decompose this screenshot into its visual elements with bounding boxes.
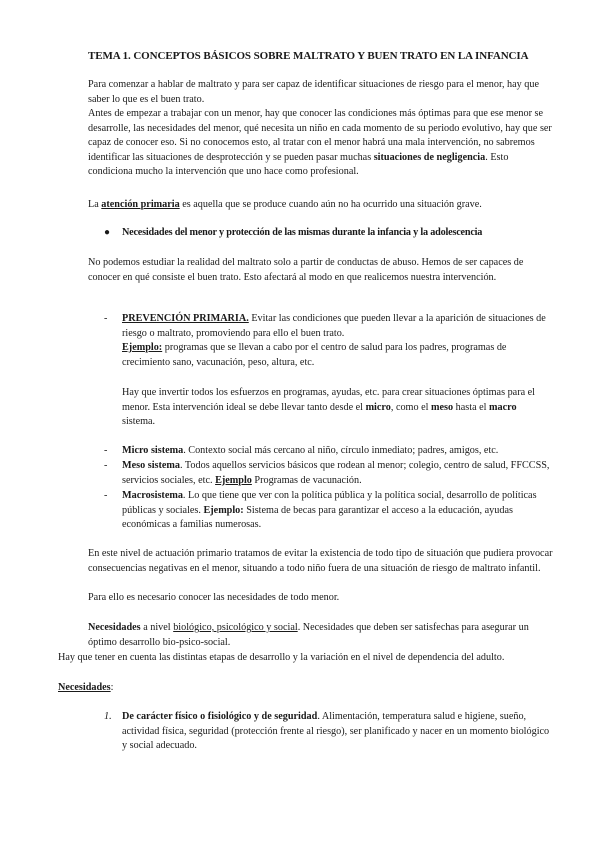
dash-marker: - — [104, 490, 108, 501]
micro-sistema-text: . Contexto social más cercano al niño, círculo inmediato; padres, amigos, etc. — [183, 445, 499, 456]
bullet-icon: ● — [104, 227, 111, 238]
dash-marker: - — [104, 460, 108, 471]
necesidades-label: Necesidades — [58, 682, 111, 693]
invertir-text-d: sistema. — [122, 416, 156, 428]
macro-example-text: Sistema de becas para garantizar el acceso a la educación, ayudas económicas a familias numerosas. — [122, 504, 513, 531]
macrosistema-term: Macrosistema — [122, 490, 183, 501]
intro-paragraph-2 — [88, 107, 554, 180]
meso-sistema-item — [122, 459, 552, 488]
etapas-paragraph: Hay que tener en cuenta las distintas etapas de desarrollo y la variación en el nivel de dependencia del adulto. — [58, 652, 505, 663]
meso-example-text: Programas de vacunación. — [251, 474, 362, 486]
necesidades-term: Necesidades — [88, 622, 141, 633]
atencion-primaria-term: atención primaria — [101, 199, 180, 210]
intro-text-a: Antes de empezar a trabajar con un menor, hay que conocer las condiciones más óptimas para que ese menor se desarrolle, las necesidades del menor, qué necesita un niño en cada momento de su periodo evolutivo, hay que ser capaz de conocer eso. Si no conocemos esto, al tratar con el menor habrá una mala intervención, no sabremos identificar las situaciones de desprotección y se pueden pasar muchas — [88, 108, 552, 163]
necesidad-fisica-item — [122, 710, 554, 754]
atencion-primaria-paragraph — [88, 198, 554, 213]
macro-term: macro — [489, 401, 517, 413]
invertir-text-b: , como el — [390, 401, 432, 413]
macrosistema-item — [122, 489, 552, 533]
prevencion-term: PREVENCIÓN PRIMARIA. — [122, 313, 249, 324]
prevencion-text: Evitar las condiciones que pueden llevar a la aparición de situaciones de riesgo o maltrato, promoviendo para ello el buen trato. — [122, 313, 546, 339]
necesidades-rest: . Necesidades que deben ser satisfechas para asegurar un óptimo desarrollo bio-psico-social. — [88, 622, 529, 648]
macro-example-label: Ejemplo: — [203, 504, 244, 516]
meso-sistema-term: Meso sistema — [122, 460, 180, 471]
meso-example-label: Ejemplo — [215, 474, 252, 486]
dash-marker: - — [104, 445, 108, 456]
necesidades-levels: biológico, psicológico y social — [173, 622, 298, 633]
nivel-paragraph-1: En este nivel de actuación primario tratamos de evitar la existencia de todo tipo de situación que pudiera provocar consecuencias negativas en el menor, situando a todo niño fuera de una situación de riesgo de maltrato infantil. — [88, 548, 553, 574]
dash-marker: - — [104, 313, 108, 324]
micro-term: micro — [365, 401, 391, 413]
micro-sistema-term: Micro sistema — [122, 445, 184, 456]
necesidades-paragraph — [88, 621, 552, 650]
necesidades-colon: : — [110, 682, 114, 693]
invertir-paragraph — [122, 386, 552, 430]
meso-term: meso — [431, 401, 454, 413]
micro-sistema-item — [122, 444, 552, 459]
meso-sistema-text: . Todos aquellos servicios básicos que rodean al menor; colegio, centro de salud, FFCCSS, servicios sociales, etc. — [122, 460, 550, 486]
negligencia-term: situaciones de negligencia — [373, 151, 486, 163]
invertir-text-c: hasta el — [453, 401, 490, 413]
prevencion-primaria-item — [122, 312, 552, 370]
list-number: 1. — [104, 711, 112, 722]
estudiar-paragraph: No podemos estudiar la realidad del maltrato solo a partir de conductas de abuso. Hemos de ser capaces de conocer en qué consiste el buen trato. Esto afectará al modo en que realicemos nuestra intervención. — [88, 257, 524, 283]
section-heading: Necesidades del menor y protección de las mismas durante la infancia y la adolescencia — [122, 227, 483, 238]
intro-text-b: . Esto condiciona mucho la intervención que uno hace como profesional. — [88, 151, 509, 178]
macrosistema-text: . Lo que tiene que ver con la política pública y la política social, desarrollo de políticas públicas y sociales. — [122, 490, 537, 516]
atencion-prefix: La — [88, 199, 102, 210]
necesidades-heading — [58, 681, 258, 696]
necesidad-fisica-text: . Alimentación, temperatura salud e higiene, sueño, actividad física, seguridad (protección frente al riesgo), ser planificado y nacer en un momento biológico y social adecuado. — [122, 711, 550, 752]
example-label: Ejemplo: — [122, 342, 163, 354]
page-title: TEMA 1. CONCEPTOS BÁSICOS SOBRE MALTRATO Y BUEN TRATO EN LA INFANCIA — [88, 50, 529, 62]
example-text: programas que se llevan a cabo por el centro de salud para los padres, programas de crecimiento sano, vacunación, peso, altura, etc. — [122, 342, 507, 368]
necesidad-fisica-term: De carácter físico o fisiológico y de seguridad — [122, 711, 318, 722]
atencion-rest: es aquella que se produce cuando aún no ha ocurrido una situación grave. — [179, 199, 482, 210]
invertir-text-a: Hay que invertir todos los esfuerzos en programas, ayudas, etc. para crear situaciones óptimas para el menor. Esta intervención ideal se debe llevar tanto desde el — [122, 387, 536, 413]
intro-paragraph-1: Para comenzar a hablar de maltrato y para ser capaz de identificar situaciones de riesgo para el menor, hay que saber lo que es el buen trato. — [88, 79, 540, 105]
nivel-paragraph-2: Para ello es necesario conocer las necesidades de todo menor. — [88, 592, 340, 603]
necesidades-mid: a nivel — [140, 622, 174, 633]
